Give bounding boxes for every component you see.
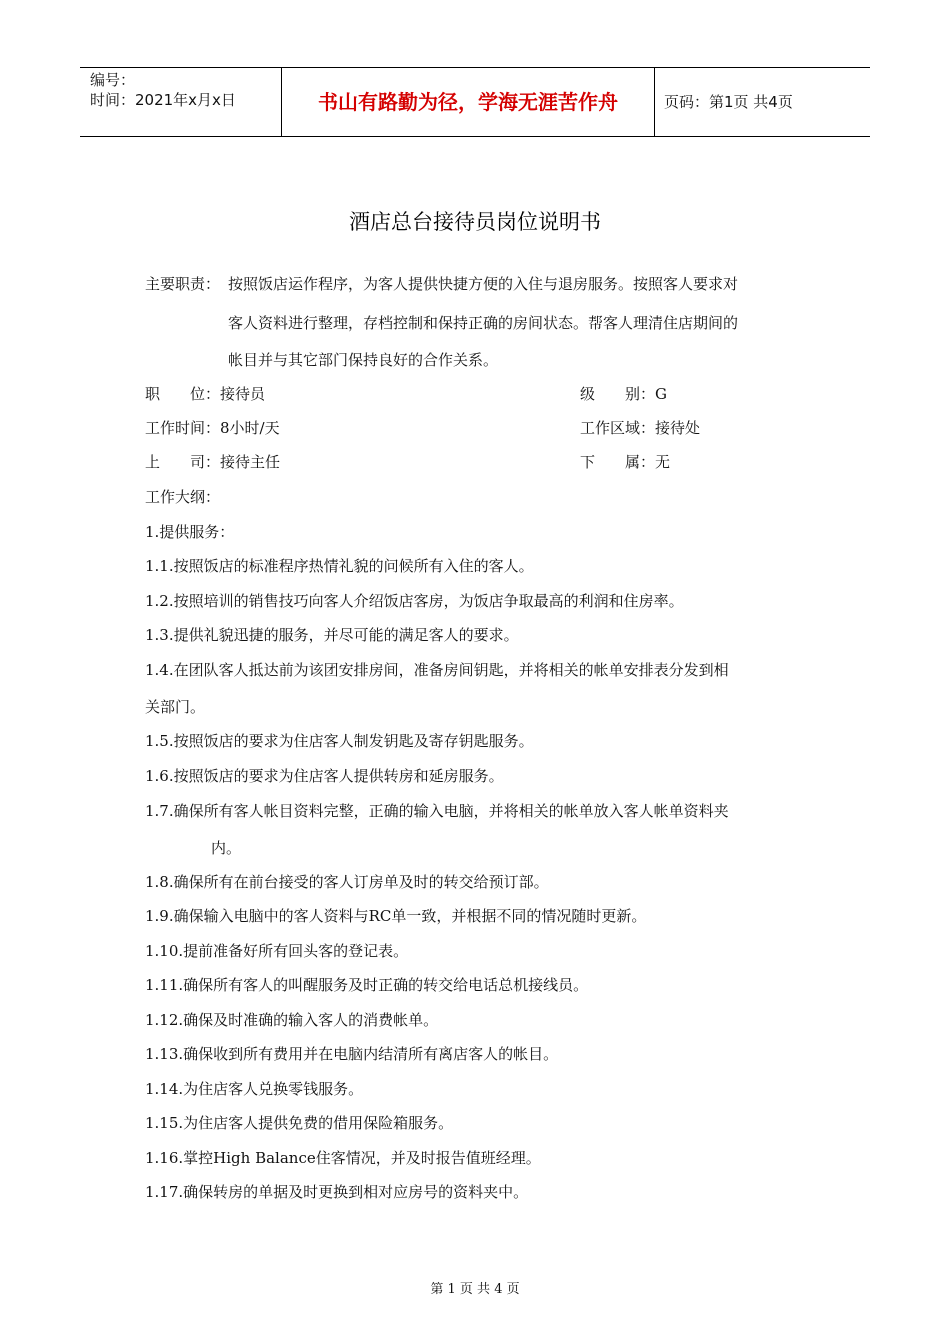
list-item: 关部门。	[145, 698, 206, 716]
outline-label: 工作大纲：	[145, 488, 221, 506]
time-label: 时间：2021年x月x日	[90, 91, 236, 109]
info-area: 工作区域：接待处	[580, 419, 701, 437]
list-item: 1.4.在团队客人抵达前为该团安排房间，准备房间钥匙，并将相关的帐单安排表分发到相	[145, 661, 729, 679]
section-heading: 1.提供服务：	[145, 523, 235, 541]
header-page-info: 页码：第1页 共4页	[664, 93, 793, 111]
list-item: 1.9.确保输入电脑中的客人资料与RC单一致，并根据不同的情况随时更新。	[145, 907, 647, 925]
info-subordinate: 下 属：无	[580, 453, 671, 471]
info-hours: 工作时间：8小时/天	[145, 419, 280, 437]
list-item: 1.8.确保所有在前台接受的客人订房单及时的转交给预订部。	[145, 873, 549, 891]
list-item: 1.12.确保及时准确的输入客人的消费帐单。	[145, 1011, 439, 1029]
page-footer: 第 1 页 共 4 页	[430, 1282, 520, 1297]
header-motto: 书山有路勤为径，学海无涯苦作舟	[318, 90, 618, 114]
list-item: 1.6.按照饭店的要求为住店客人提供转房和延房服务。	[145, 767, 504, 785]
document-header	[80, 67, 870, 137]
list-item: 1.2.按照培训的销售技巧向客人介绍饭店客房，为饭店争取最高的利润和住房率。	[145, 592, 684, 610]
list-item: 1.14.为住店客人兑换零钱服务。	[145, 1080, 364, 1098]
list-item: 1.1.按照饭店的标准程序热情礼貌的问候所有入住的客人。	[145, 557, 534, 575]
list-item: 1.15.为住店客人提供免费的借用保险箱服务。	[145, 1114, 454, 1132]
duty-label: 主要职责：	[145, 275, 221, 293]
header-divider	[654, 68, 655, 136]
list-item: 1.17.确保转房的单据及时更换到相对应房号的资料夹中。	[145, 1183, 529, 1201]
list-item: 内。	[211, 839, 242, 857]
list-item: 1.13.确保收到所有费用并在电脑内结清所有离店客人的帐目。	[145, 1045, 559, 1063]
info-level: 级 别：G	[580, 385, 667, 403]
list-item: 1.3.提供礼貌迅捷的服务，并尽可能的满足客人的要求。	[145, 626, 519, 644]
header-divider	[281, 68, 282, 136]
list-item: 1.10.提前准备好所有回头客的登记表。	[145, 942, 409, 960]
info-position: 职 位：接待员	[145, 385, 266, 403]
list-item: 1.16.掌控High Balance住客情况，并及时报告值班经理。	[145, 1149, 541, 1167]
duty-line: 帐目并与其它部门保持良好的合作关系。	[228, 351, 499, 369]
list-item: 1.7.确保所有客人帐目资料完整，正确的输入电脑，并将相关的帐单放入客人帐单资料夹	[145, 802, 729, 820]
number-label: 编号：	[90, 71, 136, 89]
info-superior: 上 司：接待主任	[145, 453, 281, 471]
document-title: 酒店总台接待员岗位说明书	[349, 210, 601, 234]
duty-line: 客人资料进行整理，存档控制和保持正确的房间状态。帮客人理清住店期间的	[228, 314, 739, 332]
list-item: 1.11.确保所有客人的叫醒服务及时正确的转交给电话总机接线员。	[145, 976, 589, 994]
list-item: 1.5.按照饭店的要求为住店客人制发钥匙及寄存钥匙服务。	[145, 732, 534, 750]
header-meta	[90, 70, 280, 110]
duty-line: 按照饭店运作程序，为客人提供快捷方便的入住与退房服务。按照客人要求对	[228, 275, 739, 293]
